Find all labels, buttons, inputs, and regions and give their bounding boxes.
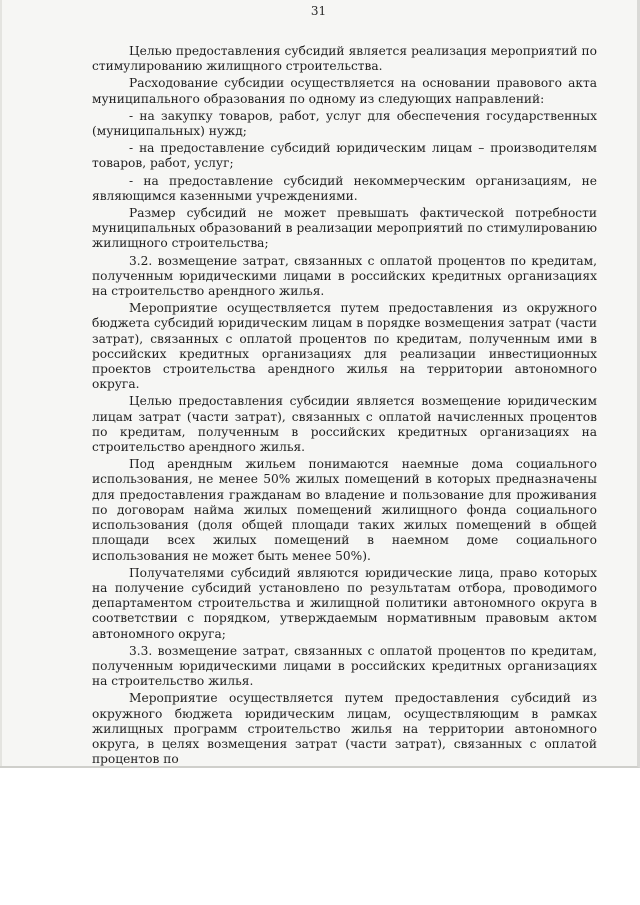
- paragraph: Целью предоставления субсидий является реализация мероприятий по стимулированию жилищного строительства.: [92, 44, 597, 74]
- paragraph: Под арендным жильем понимаются наемные дома социального использования, не менее 50% жилых помещений в которых предназначены для предоставления гражданам во владение и пользование для проживания по договорам найма жилых помещений жилищного фонда социального использования (доля общей площади таких жилых помещений в общей площади всех жилых помещений в наемном доме социального использования не может быть менее 50%).: [92, 457, 597, 563]
- paragraph: Мероприятие осуществляется путем предоставления субсидий из окружного бюджета юридическим лицам, осуществляющим в рамках жилищных программ строительство жилья на территории автономного округа, в целях возмещения затрат (части затрат), связанных с оплатой процентов по: [92, 691, 597, 767]
- paragraph: Целью предоставления субсидии является возмещение юридическим лицам затрат (части затрат), связанных с оплатой начисленных процентов по кредитам, полученным в российских кредитных организациях на строительство арендного жилья.: [92, 394, 597, 455]
- document-body: [92, 44, 597, 768]
- list-item: - на предоставление субсидий некоммерческим организациям, не являющимся казенными учреждениями.: [92, 173, 597, 203]
- section-paragraph: 3.2. возмещение затрат, связанных с оплатой процентов по кредитам, полученным юридическими лицами в российских кредитных организациях на строительство арендного жилья.: [92, 253, 597, 299]
- blank-area: [0, 770, 640, 905]
- section-paragraph: 3.3. возмещение затрат, связанных с оплатой процентов по кредитам, полученным юридическими лицами в российских кредитных организациях на строительство жилья.: [92, 643, 597, 689]
- page-number: 31: [310, 4, 327, 18]
- paragraph: Размер субсидий не может превышать фактической потребности муниципальных образований в реализации мероприятий по стимулированию жилищного строительства;: [92, 206, 597, 251]
- paragraph: Расходование субсидии осуществляется на основании правового акта муниципального образования по одному из следующих направлений:: [92, 76, 597, 106]
- paragraph: Мероприятие осуществляется путем предоставления из окружного бюджета субсидий юридическим лицам в порядке возмещения затрат (части затрат), связанных с оплатой процентов по кредитам, полученным ими в российских кредитных организациях для реализации инвестиционных проектов строительства арендного жилья на территории автономного округа.: [92, 301, 597, 392]
- list-item: - на предоставление субсидий юридическим лицам – производителям товаров, работ, услуг;: [92, 141, 597, 171]
- paragraph: Получателями субсидий являются юридические лица, право которых на получение субсидий установлено по результатам отбора, проводимого департаментом строительства и жилищной политики автономного округа в соответствии с порядком, утверждаемым нормативным правовым актом автономного округа;: [92, 565, 597, 641]
- list-item: - на закупку товаров, работ, услуг для обеспечения государственных (муниципальных) нужд;: [92, 108, 597, 139]
